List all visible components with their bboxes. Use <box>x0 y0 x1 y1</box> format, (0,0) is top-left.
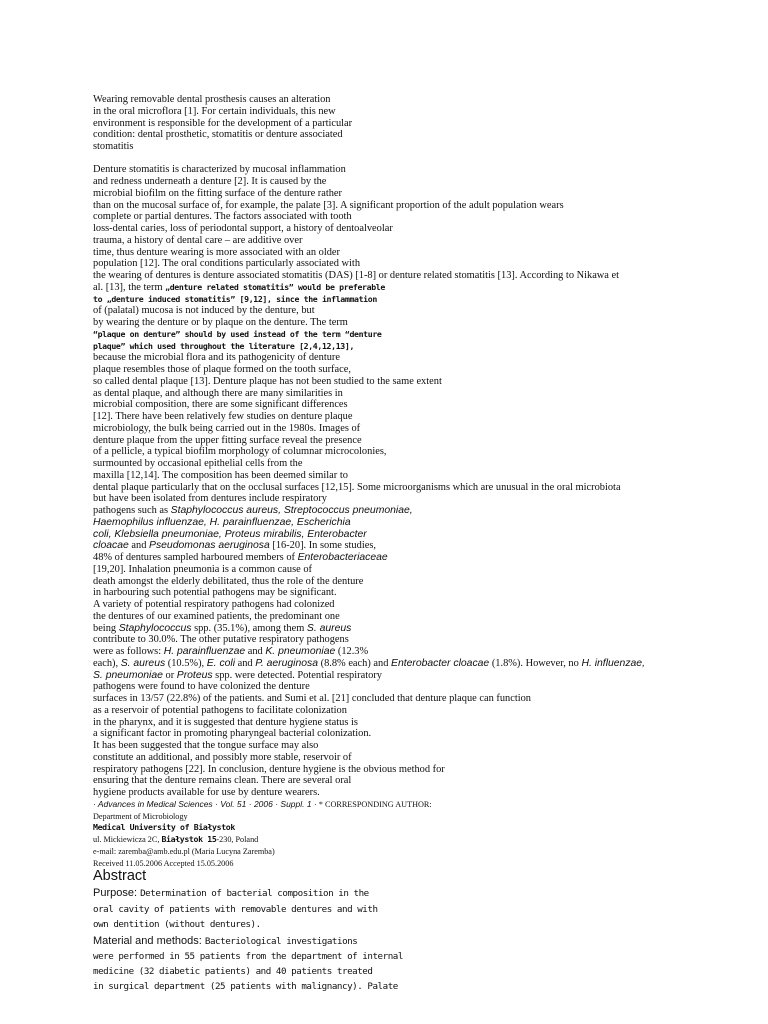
text-run: (10.5%), <box>165 657 207 669</box>
text-run: or <box>162 669 177 681</box>
abstract-section <box>93 869 733 994</box>
bold-line: to „denture induced stomatitis” [9,12], since the inflammation <box>93 293 377 304</box>
species-name: Staphylococcus <box>118 622 192 634</box>
text-line: condition: dental prosthetic, stomatitis or denture associated <box>93 129 343 141</box>
abstract-text: Determination of bacterial composition in the <box>140 888 369 900</box>
species-name: E. coli <box>206 657 236 669</box>
abstract-line <box>93 932 733 949</box>
species-name: H. parainfluenzae <box>163 646 246 658</box>
text-line: population [12]. The oral conditions particularly associated with <box>93 258 361 270</box>
species-name: P. aeruginosa <box>255 657 319 669</box>
text-run: were as follows: <box>93 646 164 658</box>
text-run: (8.8% each) and <box>318 657 392 669</box>
text-line <box>93 540 733 552</box>
methods-label: Material and methods: <box>93 934 205 947</box>
species-name: Enterobacteriaceae <box>297 552 388 564</box>
text-line: in the oral microflora [1]. For certain individuals, this new <box>93 105 336 117</box>
text-run: (12.3% <box>335 646 369 658</box>
text-line: death amongst the elderly debilitated, thus the role of the denture <box>93 575 364 587</box>
paragraph-gap <box>93 153 733 165</box>
email: e-mail: zaremba@amb.edu.pl (Maria Lucyna Zaremba) <box>93 846 275 856</box>
text-line: It has been suggested that the tongue surface may also <box>93 740 319 752</box>
species-line: Haemophilus influenzae, H. parainfluenzae, Escherichia <box>93 516 351 528</box>
text-run: ul. Mickiewicza 2C, <box>93 835 162 845</box>
text-line: so called dental plaque [13]. Denture plaque has not been studied to the same extent <box>93 375 442 387</box>
text-line: as dental plaque, and although there are many similarities in <box>93 387 343 399</box>
text-line: by wearing the denture or by plaque on the denture. The term <box>93 317 348 329</box>
abstract-line: own dentition (without dentures). <box>93 918 261 930</box>
text-line: complete or partial dentures. The factors associated with tooth <box>93 211 352 223</box>
text-line: and redness underneath a denture [2]. It is caused by the <box>93 176 327 188</box>
text-line: [19,20]. Inhalation pneumonia is a common cause of <box>93 563 313 575</box>
bold-run: „denture related stomatitis” would be preferable <box>165 281 385 292</box>
text-run: and <box>128 540 150 552</box>
text-run: each), <box>93 657 121 669</box>
species-name: H. influenzae, <box>581 657 645 669</box>
species-name: K. pneumoniae <box>265 646 336 658</box>
abstract-line: were performed in 55 patients from the department of internal <box>93 950 403 962</box>
text-line: maxilla [12,14]. The composition has been deemed similar to <box>93 469 348 481</box>
journal-citation <box>93 799 733 811</box>
abstract-line <box>93 884 733 901</box>
text-line: respiratory pathogens [22]. In conclusion, denture hygiene is the obvious method for <box>93 763 445 775</box>
text-line: loss-dental caries, loss of periodontal support, a history of dentoalveolar <box>93 223 393 235</box>
purpose-label: Purpose: <box>93 887 141 900</box>
abstract-text: Bacteriological investigations <box>204 935 358 947</box>
text-line: but have been isolated from dentures include respiratory <box>93 493 327 505</box>
text-line: ensuring that the denture remains clean. There are several oral <box>93 775 352 787</box>
text-line: the dentures of our examined patients, the predominant one <box>93 610 340 622</box>
bold-line: plaque” which used throughout the literature [2,4,12,13], <box>93 340 355 351</box>
text-run: and <box>245 646 266 658</box>
text-line <box>93 552 733 564</box>
species-name: S. aureus <box>306 622 352 634</box>
text-line: than on the mucosal surface of, for example, the palate [3]. A significant proportion of the adult population wears <box>93 199 564 211</box>
text-line: A variety of potential respiratory pathogens had colonized <box>93 599 335 611</box>
body-paragraph <box>93 164 733 799</box>
bold-line: “plaque on denture” should by used instead of the term “denture <box>93 328 382 339</box>
text-line: dental plaque particularly that on the occlusal surfaces [12,15]. Some microorganisms which are unusual in the oral microbiota <box>93 481 621 493</box>
text-line: trauma, a history of dental care – are additive over <box>93 234 303 246</box>
article-footer <box>93 799 733 870</box>
text-line: plaque resembles those of plaque formed on the tooth surface, <box>93 364 351 376</box>
species-name: Staphylococcus aureus, Streptococcus pneumoniae, <box>170 505 413 517</box>
text-line: denture plaque from the upper fitting surface reveal the presence <box>93 434 362 446</box>
text-line: microbial composition, there are some significant differences <box>93 399 348 411</box>
text-run: [16-20]. In some studies, <box>269 540 376 552</box>
text-line: microbiology, the bulk being carried out in the 1980s. Images of <box>93 422 361 434</box>
text-line: the wearing of dentures is denture associated stomatitis (DAS) [1-8] or denture related stomatitis [13]. According to Nikawa et <box>93 270 620 282</box>
species-line: coli, Klebsiella pneumoniae, Proteus mirabilis, Enterobacter <box>93 528 367 540</box>
text-line <box>93 623 733 635</box>
text-line: in the pharynx, and it is suggested that denture hygiene status is <box>93 716 358 728</box>
text-line: of (palatal) mucosa is not induced by the denture, but <box>93 305 315 317</box>
text-line: hygiene products available for use by denture wearers. <box>93 787 320 799</box>
text-line <box>93 658 733 670</box>
text-line <box>93 282 733 294</box>
text-line: surfaces in 13/57 (22.8%) of the patients. and Sumi et al. [21] concluded that denture plaque can function <box>93 693 532 705</box>
intro-paragraph <box>93 94 733 153</box>
journal-name: · Advances in Medical Sciences · Vol. 51 · 2006 · Suppl. 1 · <box>93 798 317 809</box>
species-name: Enterobacter cloacae <box>391 657 490 669</box>
text-run: 48% of dentures sampled harboured members of <box>93 552 298 564</box>
text-line: surmounted by occasional epithelial cells from the <box>93 458 303 470</box>
abstract-line: oral cavity of patients with removable dentures and with <box>93 903 378 915</box>
abstract-line: in surgical department (25 patients with malignancy). Palate <box>93 981 398 992</box>
text-line: stomatitis <box>93 141 134 152</box>
text-run: pathogens such as <box>93 505 171 517</box>
text-line: pathogens were found to have colonized the denture <box>93 681 310 693</box>
text-line: contribute to 30.0%. The other putative respiratory pathogens <box>93 634 349 646</box>
department: Department of Microbiology <box>93 811 188 821</box>
species-name: Pseudomonas aeruginosa <box>149 540 270 552</box>
abstract-heading: Abstract <box>93 868 147 885</box>
text-line: Wearing removable dental prosthesis causes an alteration <box>93 94 331 105</box>
abstract-line: medicine (32 diabetic patients) and 40 patients treated <box>93 965 373 977</box>
text-line: a significant factor in promoting pharyngeal bacterial colonization. <box>93 728 372 740</box>
text-line <box>93 646 733 658</box>
article-page <box>93 94 733 994</box>
species-name: S. pneumoniae <box>93 669 163 681</box>
text-run: spp. (35.1%), among them <box>191 622 307 634</box>
text-line: because the microbial flora and its pathogenicity of denture <box>93 352 340 364</box>
text-line: in harbouring such potential pathogens may be significant. <box>93 587 337 599</box>
text-line: microbial biofilm on the fitting surface of the denture rather <box>93 187 342 199</box>
text-line: [12]. There have been relatively few studies on denture plaque <box>93 411 353 423</box>
text-run: spp. were detected. Potential respiratory <box>212 669 382 681</box>
text-run: being <box>93 622 119 634</box>
text-line: of a pellicle, a typical biofilm morphology of columnar microcolonies, <box>93 446 387 458</box>
text-run: (1.8%). However, no <box>489 657 582 669</box>
species-name: S. aureus <box>120 657 166 669</box>
address <box>93 834 733 846</box>
text-line: time, thus denture wearing is more associated with an older <box>93 246 340 258</box>
text-line: as a reservoir of potential pathogens to facilitate colonization <box>93 704 347 716</box>
text-run: al. [13], the term <box>93 281 166 293</box>
species-name: Proteus <box>176 669 213 681</box>
received-dates: Received 11.05.2006 Accepted 15.05.2006 <box>93 858 234 868</box>
text-line <box>93 505 733 517</box>
species-name: cloacae <box>93 540 129 552</box>
text-line: constitute an additional, and possibly more stable, reservoir of <box>93 751 352 763</box>
text-line: environment is responsible for the development of a particular <box>93 117 353 129</box>
text-line: Denture stomatitis is characterized by mucosal inflammation <box>93 164 346 176</box>
bold-run: Białystok 15 <box>161 834 217 845</box>
text-run: -230, Poland <box>216 835 259 845</box>
text-line <box>93 670 733 682</box>
text-run: and <box>235 657 256 669</box>
corresponding-label: * CORRESPONDING AUTHOR: <box>316 799 432 809</box>
university: Medical University of Białystok <box>93 822 235 833</box>
